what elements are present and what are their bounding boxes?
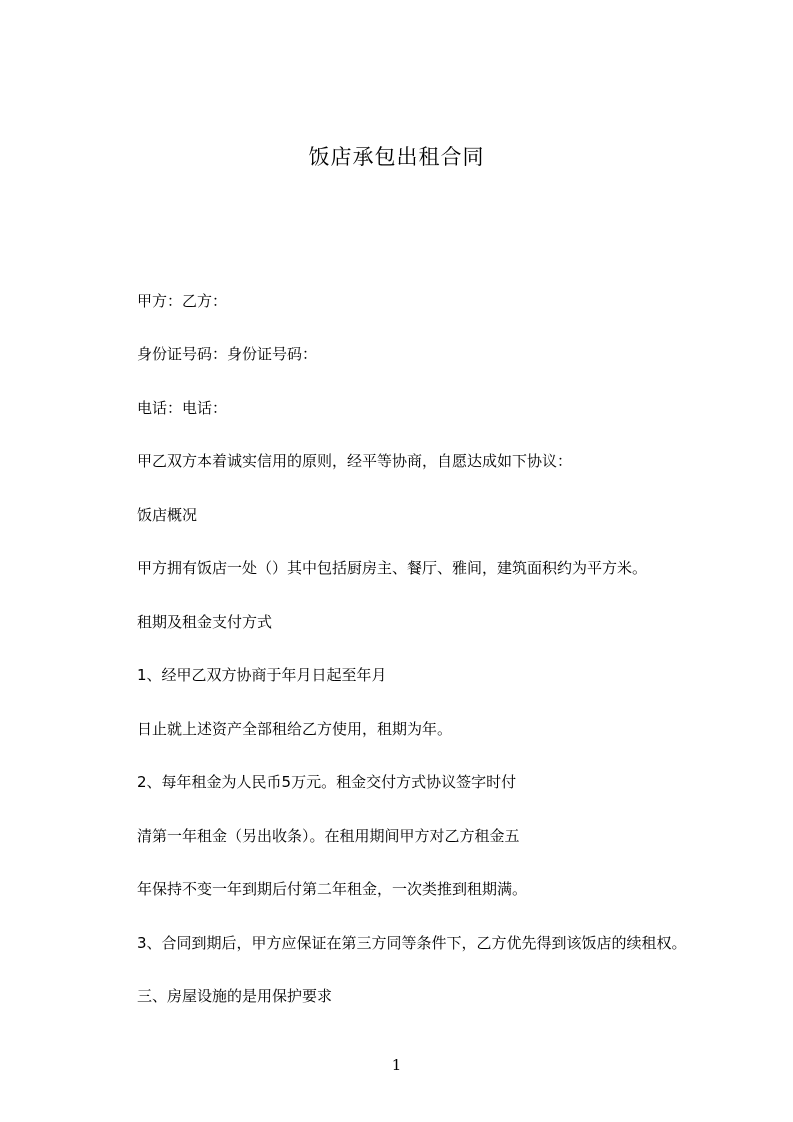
section-heading-rent: 租期及租金支付方式	[137, 613, 273, 631]
paragraph-rent-2-cont2: 年保持不变一年到期后付第二年租金，一次类推到租期满。	[137, 880, 528, 898]
paragraph-preamble: 甲乙双方本着诚实信用的原则，经平等协商，自愿达成如下协议：	[137, 452, 573, 470]
paragraph-overview: 甲方拥有饭店一处（）其中包括厨房主、餐厅、雅间，建筑面积约为平方米。	[137, 559, 648, 577]
section-heading-facilities: 三、房屋设施的是用保护要求	[137, 987, 333, 1005]
section-heading-overview: 饭店概况	[137, 506, 198, 524]
paragraph-rent-2-cont: 清第一年租金（另出收条）。在租用期间甲方对乙方租金五	[137, 827, 520, 845]
paragraph-rent-2: 2、每年租金为人民币5万元。租金交付方式协议签字时付	[137, 773, 517, 791]
paragraph-phones: 电话：电话：	[137, 399, 228, 417]
page-number: 1	[391, 1056, 402, 1074]
document-title: 饭店承包出租合同	[308, 145, 485, 169]
paragraph-party-names: 甲方：乙方：	[137, 292, 228, 310]
paragraph-term-1: 1、经甲乙双方协商于年月日起至年月	[137, 666, 387, 684]
paragraph-term-1-cont: 日止就上述资产全部租给乙方使用，租期为年。	[137, 720, 453, 738]
paragraph-id-numbers: 身份证号码：身份证号码：	[137, 345, 318, 363]
paragraph-renewal-3: 3、合同到期后，甲方应保证在第三方同等条件下，乙方优先得到该饭店的续租权。	[137, 934, 687, 952]
